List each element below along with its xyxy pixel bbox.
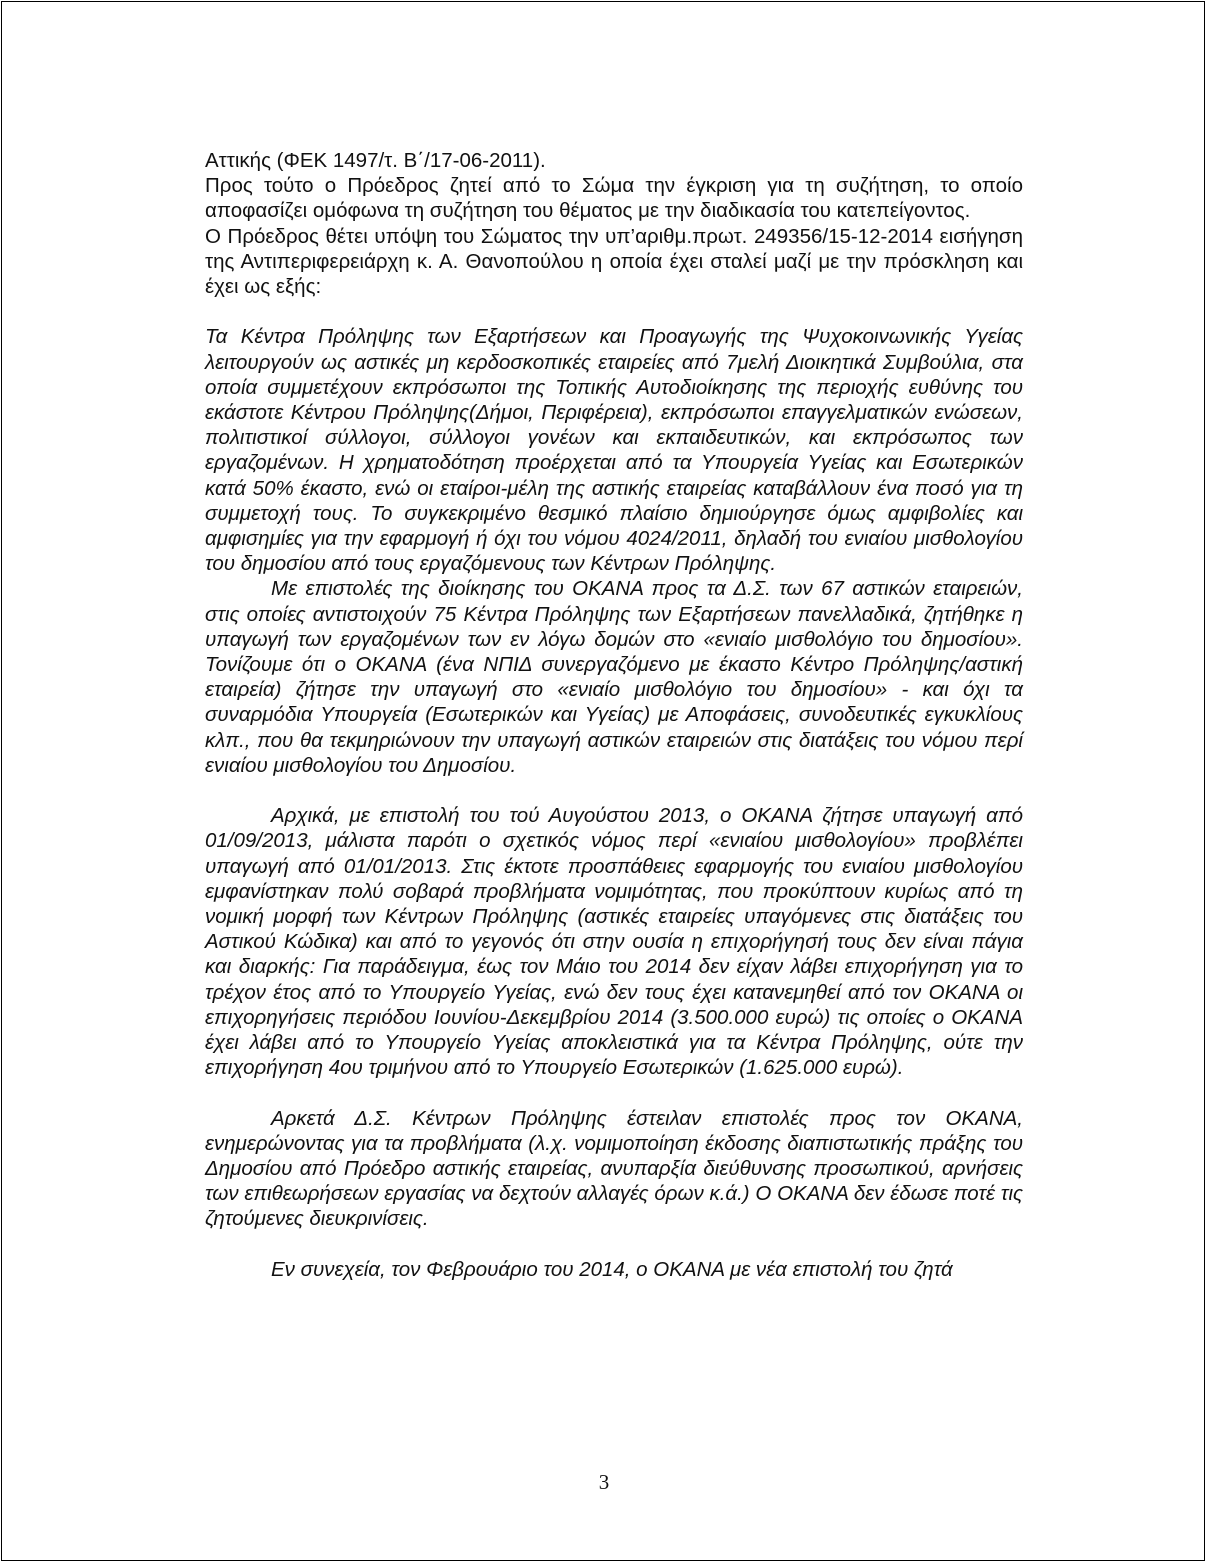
paragraph-spacer xyxy=(205,778,1023,803)
report-paragraph-okana-letters: Με επιστολές της διοίκησης του ΟΚΑΝΑ προς τα Δ.Σ. των 67 αστικών εταιρειών, στις οποίες αντιστοιχούν 75 Κέντρα Πρόληψης των Εξαρτήσεων πανελλαδικά, ζητήθηκε η υπαγωγή των εργαζομένων των εν λόγω δομών στο «ενιαίο μισθολόγιο του δημοσίου». Τονίζουμε ότι ο ΟΚΑΝΑ (ένα ΝΠΙΔ συνεργαζόμενο με έκαστο Κέντρο Πρόληψης/αστική εταιρεία) ζήτησε την υπαγωγή στο «ενιαίο μισθολόγιο του δημοσίου» - και όχι τα συναρμόδια Υπουργεία (Εσωτερικών και Υγείας) με Αποφάσεις, συνοδευτικές εγκυκλίους κλπ., που θα τεκμηριώνουν την υπαγωγή αστικών εταιρειών στις διατάξεις του νόμου περί ενιαίου μισθολογίου του Δημοσίου. xyxy=(205,577,1023,777)
document-body xyxy=(205,148,1023,1282)
report-paragraph-initial-request: Αρχικά, με επιστολή του τού Αυγούστου 2013, ο ΟΚΑΝΑ ζήτησε υπαγωγή από 01/09/2013, μάλιστα παρότι ο σχετικός νόμος περί «ενιαίου μισθολογίου» προβλέπει υπαγωγή από 01/01/2013. Στις έκτοτε προσπάθειες εφαρμογής του ενιαίου μισθολογίου εμφανίστηκαν πολύ σοβαρά προβλήματα νομιμότητας, που προκύπτουν κυρίως από τη νομική μορφή των Κέντρων Πρόληψης (αστικές εταιρείες υπαγόμενες στις διατάξεις του Αστικού Κώδικα) και από το γεγονός ότι στην ουσία η επιχορήγησή τους δεν είναι πάγια και διαρκής: Για παράδειγμα, έως τον Μάιο του 2014 δεν είχαν λάβει επιχορήγηση για το τρέχον έτος από το Υπουργείο Υγείας, ενώ δεν τους έχει κατανεμηθεί από τον ΟΚΑΝΑ οι επιχορηγήσεις περιόδου Ιουνίου-Δεκεμβρίου 2014 (3.500.000 ευρώ) τις οποίες ο ΟΚΑΝΑ έχει λάβει από το Υπουργείο Υγείας αποκλειστικά για τα Κέντρα Πρόληψης, ούτε την επιχορήγηση 4ου τριμήνου από το Υπουργείο Εσωτερικών (1.625.000 ευρώ). xyxy=(205,804,1023,1080)
report-paragraph-prevention-centers: Τα Κέντρα Πρόληψης των Εξαρτήσεων και Προαγωγής της Ψυχοκοινωνικής Υγείας λειτουργούν ως αστικές μη κερδοσκοπικές εταιρείες από 7μελή Διοικητικά Συμβούλια, στα οποία συμμετέχουν εκπρόσωποι της Τοπικής Αυτοδιοίκησης της περιοχής ευθύνης του εκάστοτε Κέντρου Πρόληψης(Δήμοι, Περιφέρεια), εκπρόσωποι επαγγελματικών ενώσεων, πολιτιστικοί σύλλογοι, σύλλογοι γονέων και εκπαιδευτικών, και εκπρόσωπος των εργαζομένων. Η χρηματοδότηση προέρχεται από τα Υπουργεία Υγείας και Εσωτερικών κατά 50% έκαστο, ενώ οι εταίροι-μέλη της αστικής εταιρείας καταβάλλουν ένα ποσό για τη συμμετοχή τους. Το συγκεκριμένο θεσμικό πλαίσιο δημιούργησε όμως αμφιβολίες και αμφισημίες για την εφαρμογή ή όχι του νόμου 4024/2011, δηλαδή του ενιαίου μισθολογίου του δημοσίου από τους εργαζόμενους των Κέντρων Πρόληψης. xyxy=(205,325,1023,576)
report-paragraph-february-request: Εν συνεχεία, τον Φεβρουάριο του 2014, ο ΟΚΑΝΑ με νέα επιστολή του ζητά xyxy=(271,1257,953,1281)
paragraph-spacer xyxy=(205,299,1023,324)
intro-line-continuation: Αττικής (ΦΕΚ 1497/τ. Β΄/17-06-2011). xyxy=(205,149,546,172)
intro-proposal-paragraph: Ο Πρόεδρος θέτει υπόψη του Σώματος την υπ’αριθμ.πρωτ. 249356/15-12-2014 εισήγηση της Αντιπεριφερειάρχη κ. Α. Θανοπούλου η οποία έχει σταλεί μαζί με την πρόσκληση και έχει ως εξής: xyxy=(205,224,1023,299)
intro-approval-paragraph: Προς τούτο ο Πρόεδρος ζητεί από το Σώμα την έγκριση για τη συζήτηση, το οποίο αποφασίζει ομόφωνα τη συζήτηση του θέματος με την διαδικασία του κατεπείγοντος. xyxy=(205,174,1023,223)
paragraph-spacer xyxy=(205,1232,1023,1257)
page-number: 3 xyxy=(598,1470,610,1494)
paragraph-spacer xyxy=(205,1080,1023,1105)
report-paragraph-board-letters: Αρκετά Δ.Σ. Κέντρων Πρόληψης έστειλαν επιστολές προς τον ΟΚΑΝΑ, ενημερώνοντας για τα προβλήματα (λ.χ. νομιμοποίηση έκδοσης διαπιστωτικής πράξης του Δημοσίου από Πρόεδρο αστικής εταιρείας, ανυπαρξία διεύθυνσης προσωπικού, αρνήσεις των επιθεωρήσεων εργασίας να δεχτούν αλλαγές όρων κ.ά.) Ο ΟΚΑΝΑ δεν έδωσε ποτέ τις ζητούμενες διευκρινίσεις. xyxy=(205,1106,1023,1231)
report-quote xyxy=(205,324,1023,1282)
